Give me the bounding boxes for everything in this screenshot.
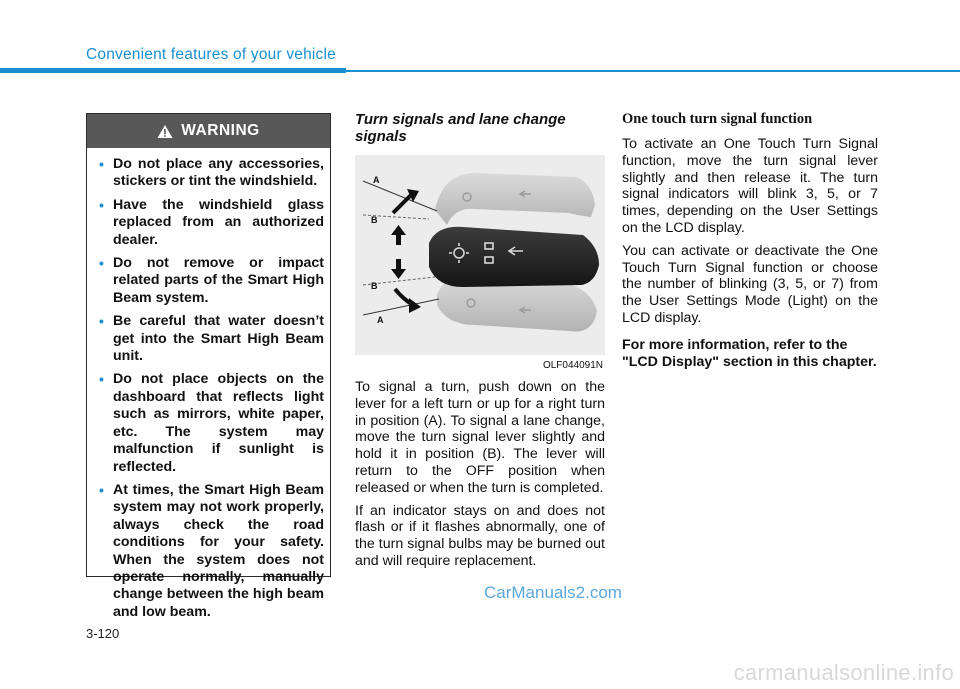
warning-triangle-icon [157,124,173,139]
figure-label: B [371,281,378,291]
warning-item: • Be careful that water doesn’t get into the Smart High Beam unit. [99,313,324,365]
arrow-down-icon [391,259,406,279]
one-touch-note: For more information, refer to the "LCD Display" section in this chapter. [622,336,877,370]
warning-box [86,113,331,620]
one-touch-section [622,111,878,370]
curved-arrow-down-icon [395,289,421,313]
figure-code: OLF044091N [542,360,603,371]
turn-signals-paragraph: If an indicator stays on and does not flash or if it flashes abnormally, one of the turn signal bulbs may be burned out and will require replacement. [355,502,605,569]
warning-item: • Do not place any accessories, stickers or tint the windshield. [99,156,324,190]
page-number: 3-120 [86,626,120,641]
bullet-icon: • [99,313,104,330]
section-title: Convenient features of your vehicle [86,46,336,63]
lever-illustration [355,155,605,355]
figure-label: A [377,315,384,325]
warning-list [87,148,330,621]
turn-signals-paragraph: To signal a turn, push down on the lever for a left turn or up for a right turn in position (A). To signal a lane change, move the turn signal lever slightly and hold it in position (B). The lever will return to the OFF position when released or when the turn is completed. [355,379,605,496]
warning-item: • Do not place objects on the dashboard that reflects light such as mirrors, white paper, etc. The system may malfunction if sunlight is reflected. [99,371,324,475]
bullet-icon: • [99,371,104,388]
turn-signals-title: Turn signals and lane change signals [355,111,566,145]
watermark-link[interactable]: CarManuals2.com [484,583,622,602]
header-accent-bar [0,68,346,73]
bullet-icon: • [99,156,104,172]
one-touch-paragraph: You can activate or deactivate the One Touch Turn Signal function or choose the number of blinking (3, 5, or 7) from the User Settings Mode (Light) on the LCD display. [622,242,878,326]
one-touch-paragraph: To activate an One Touch Turn Signal function, move the turn signal lever slightly and then release it. The turn signal indicators will blink 3, 5, or 7 times, depending on the User Settings on the LCD display. [622,136,878,236]
curved-arrow-up-icon [393,189,419,213]
figure-label: A [373,175,380,185]
arrow-up-icon [391,225,406,245]
bullet-icon: • [99,255,104,272]
warning-item: • Do not remove or impact related parts of the Smart High Beam system. [99,255,324,306]
header-rule [346,70,960,72]
one-touch-title: One touch turn signal function [622,111,813,127]
turn-signals-section [355,111,605,576]
watermark-bottom: carmanualsonline.info [733,660,954,685]
warning-heading: WARNING [181,122,260,139]
warning-item: • Have the windshield glass replaced from an authorized dealer. [99,196,324,248]
bullet-icon: • [99,481,104,498]
bullet-icon: • [99,196,104,213]
warning-item: • At times, the Smart High Beam system may not work properly, always check the road conditions for your safety. When the system does not operate normally, manually change between the high beam and low beam. [99,481,324,620]
figure-label: B [371,215,378,225]
turn-signal-lever-figure [355,155,605,371]
warning-header [87,114,330,148]
